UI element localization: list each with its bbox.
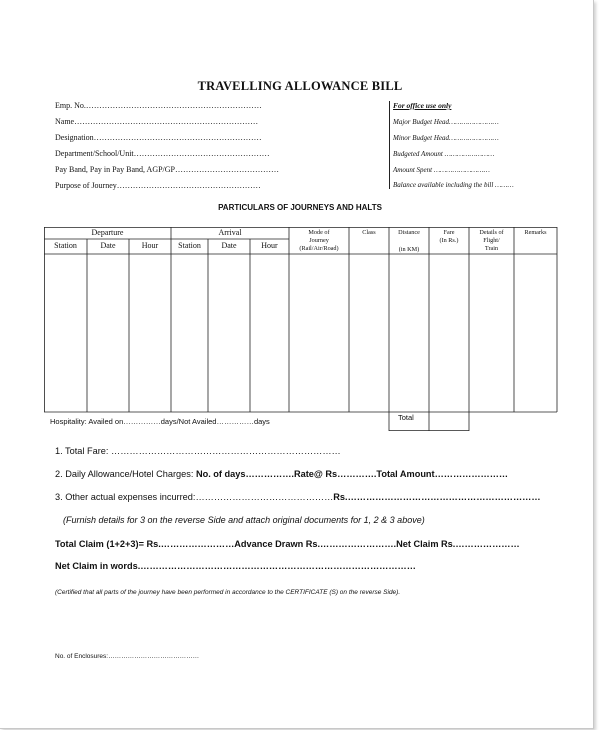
purpose-field: Purpose of Journey……………………………………………… [55, 181, 261, 190]
fare-header-1: Fare [443, 229, 455, 236]
net-claim-words-line: Net Claim in words.……………………………………………………………………………… [55, 561, 416, 571]
table-total-label: Total [398, 413, 414, 422]
remarks-header: Remarks [524, 229, 547, 236]
certification-note: (Certified that all parts of the journey have been performed in accordance to the CERTIFICATE (S) on the reverse Side). [55, 589, 401, 596]
section-title: PARTICULARS OF JOURNEYS AND HALTS [218, 203, 382, 212]
dep-hour-header: Hour [141, 241, 159, 250]
details-header-3: Train [484, 245, 499, 252]
mode-header-2: Journey [309, 237, 329, 244]
class-header: Class [362, 229, 376, 236]
balance-available: Balance available including the bill ……… [393, 181, 514, 189]
details-header-1: Details of [479, 229, 504, 236]
other-expenses-label: 3. Other actual expenses incurred:……………………………………… [55, 492, 334, 502]
name-field: Name…………………………………………………………… [55, 117, 259, 126]
major-budget-head: Major Budget Head…………………… [393, 118, 499, 126]
minor-budget-head: Minor Budget Head…………………… [393, 134, 499, 142]
other-expenses-line [55, 492, 541, 502]
daily-allowance-days: No. of days…………….Rate@ Rs………….Total Amount…………………… [195, 469, 509, 479]
total-claim-line: Total Claim (1+2+3)= Rs.……………………Advance Drawn Rs.…………………….Net Claim Rs.………………… [55, 539, 520, 549]
distance-header-2: (in KM) [398, 246, 420, 253]
daily-allowance-line [55, 469, 508, 479]
designation-field: Designation……………………………………………………… [55, 133, 262, 142]
departure-header: Departure [91, 228, 124, 237]
emp-no-field: Emp. No.………………………………………………………… [55, 101, 262, 110]
details-header-2: Flight/ [483, 237, 500, 244]
arr-station-header: Station [178, 241, 201, 250]
daily-allowance-label: 2. Daily Allowance/Hotel Charges: [55, 469, 196, 479]
enclosures-line: No. of Enclosures:…………………………………… [55, 653, 200, 660]
other-expenses-rs: Rs.……………………………………………………… [333, 492, 541, 502]
dep-station-header: Station [54, 241, 77, 250]
total-fare-line: 1. Total Fare: ………………………………………………………………… [55, 446, 341, 456]
mode-header-1: Mode of [308, 229, 330, 236]
fare-header-2: (In Rs.) [439, 237, 459, 244]
arr-date-header: Date [221, 241, 237, 250]
arr-hour-header: Hour [261, 241, 278, 250]
department-field: Department/School/Unit…………………………………………… [55, 149, 270, 158]
amount-spent: Amount Spent ……………………… [393, 166, 490, 174]
office-use-divider [389, 101, 390, 189]
budgeted-amount: Budgeted Amount …………………… [393, 150, 495, 158]
arrival-header: Arrival [218, 228, 242, 237]
dep-date-header: Date [100, 241, 116, 250]
form-title: TRAVELLING ALLOWANCE BILL [197, 79, 403, 93]
journeys-table [44, 227, 558, 431]
office-use-heading: For office use only [393, 101, 452, 110]
hospitality-line: Hospitality: Availed on……………days/Not Availed……………days [50, 417, 270, 426]
pay-band-field: Pay Band, Pay in Pay Band, AGP/GP………………………………… [55, 165, 280, 174]
furnish-note: (Furnish details for 3 on the reverse Side and attach original documents for 1, 2 & 3 above) [63, 515, 425, 525]
mode-header-3: (Rail/Air/Road) [299, 245, 339, 252]
distance-header-1: Distance [398, 229, 420, 236]
